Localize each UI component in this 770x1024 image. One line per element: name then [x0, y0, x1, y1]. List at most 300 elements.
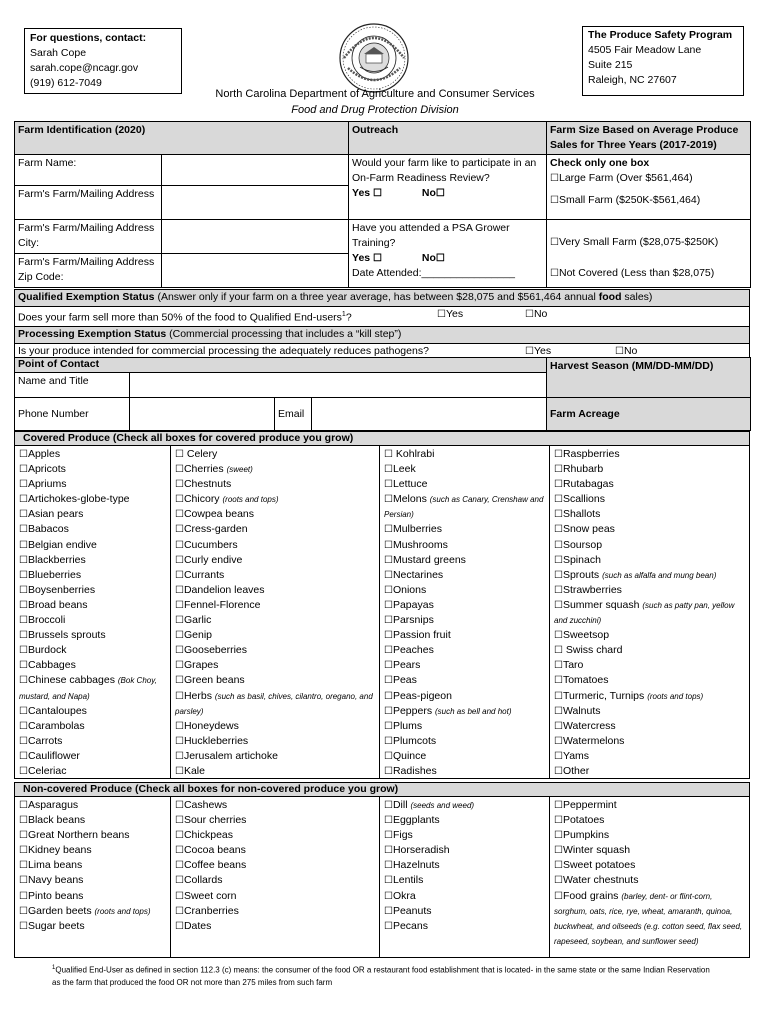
produce-checkbox[interactable]: [175, 493, 184, 505]
produce-checkbox[interactable]: [384, 920, 393, 932]
produce-item[interactable]: [175, 568, 375, 583]
produce-item[interactable]: [384, 843, 545, 858]
produce-checkbox[interactable]: [175, 844, 184, 856]
produce-checkbox[interactable]: [554, 765, 563, 777]
produce-checkbox[interactable]: [19, 859, 28, 871]
training-yes-checkbox[interactable]: [373, 252, 382, 264]
produce-checkbox[interactable]: [175, 448, 184, 460]
produce-checkbox[interactable]: [175, 614, 184, 626]
produce-item[interactable]: [175, 858, 375, 873]
produce-item[interactable]: [384, 858, 545, 873]
email-field[interactable]: [312, 398, 547, 431]
processing-no-label: No: [623, 344, 638, 357]
produce-checkbox[interactable]: [554, 539, 563, 551]
produce-item[interactable]: [175, 643, 375, 658]
produce-item[interactable]: [19, 447, 166, 462]
produce-item[interactable]: [175, 598, 375, 613]
produce-item[interactable]: [175, 628, 375, 643]
produce-item[interactable]: [384, 598, 545, 613]
produce-label: Horseradish: [392, 844, 450, 857]
produce-label: Rhubarb: [562, 463, 604, 476]
produce-checkbox[interactable]: [554, 478, 563, 490]
produce-checkbox[interactable]: [384, 554, 393, 566]
produce-checkbox[interactable]: [384, 829, 393, 841]
produce-label: Peas: [392, 674, 417, 687]
produce-checkbox[interactable]: [175, 750, 184, 762]
produce-item[interactable]: [175, 813, 375, 828]
produce-item[interactable]: [554, 447, 747, 462]
produce-item[interactable]: [384, 889, 545, 904]
produce-item[interactable]: [19, 568, 166, 583]
produce-checkbox[interactable]: [19, 799, 28, 811]
produce-item[interactable]: [19, 477, 166, 492]
produce-item[interactable]: [554, 477, 747, 492]
farm-size-large[interactable]: [550, 171, 747, 186]
produce-checkbox[interactable]: [384, 905, 393, 917]
review-yes-checkbox[interactable]: [373, 187, 382, 199]
contact-email[interactable]: sarah.cope@ncagr.gov: [30, 62, 139, 74]
produce-checkbox[interactable]: [554, 584, 563, 596]
produce-checkbox[interactable]: [19, 890, 28, 902]
produce-checkbox[interactable]: [384, 890, 393, 902]
produce-label: Yams: [562, 749, 590, 762]
produce-item[interactable]: [175, 538, 375, 553]
covered-produce-heading: Covered Produce (Check all boxes for covered produce you grow): [14, 431, 750, 446]
produce-checkbox[interactable]: [19, 644, 28, 656]
processing-no-checkbox[interactable]: [615, 345, 624, 357]
produce-item[interactable]: [175, 658, 375, 673]
produce-item[interactable]: [19, 889, 166, 904]
produce-checkbox[interactable]: [554, 493, 563, 505]
phone-field[interactable]: [130, 398, 275, 431]
produce-item[interactable]: [19, 658, 166, 673]
produce-checkbox[interactable]: [175, 799, 184, 811]
produce-item[interactable]: [384, 904, 545, 919]
produce-checkbox[interactable]: [19, 750, 28, 762]
produce-checkbox[interactable]: [384, 705, 393, 717]
produce-checkbox[interactable]: [19, 905, 28, 917]
qualified-yes-checkbox[interactable]: [437, 308, 446, 320]
produce-checkbox[interactable]: [384, 844, 393, 856]
produce-checkbox[interactable]: [175, 478, 184, 490]
produce-checkbox[interactable]: [384, 448, 393, 460]
produce-item[interactable]: [384, 492, 545, 522]
produce-checkbox[interactable]: [554, 799, 563, 811]
produce-checkbox[interactable]: [175, 920, 184, 932]
produce-checkbox[interactable]: [554, 523, 563, 535]
produce-item[interactable]: [384, 462, 545, 477]
produce-checkbox[interactable]: [175, 735, 184, 747]
point-of-contact-table: [14, 357, 751, 431]
produce-item[interactable]: [554, 462, 747, 477]
footnote-text: Qualified End-User as defined in section 112.3 (c) means: the consumer of the food OR a restaurant food establishment that is located- in the same state or the same Indian Reservation as the farm that produced the food OR not more than 275 miles from such farm: [52, 965, 710, 987]
produce-item[interactable]: [19, 919, 166, 934]
produce-item[interactable]: [384, 447, 545, 462]
produce-checkbox[interactable]: [384, 690, 393, 702]
produce-checkbox[interactable]: [554, 814, 563, 826]
produce-item[interactable]: [19, 507, 166, 522]
produce-checkbox[interactable]: [175, 720, 184, 732]
produce-item[interactable]: [175, 843, 375, 858]
produce-checkbox[interactable]: [175, 814, 184, 826]
produce-checkbox[interactable]: [175, 859, 184, 871]
produce-item[interactable]: [554, 673, 747, 688]
produce-item[interactable]: [554, 719, 747, 734]
produce-item[interactable]: [19, 798, 166, 813]
produce-item[interactable]: [384, 734, 545, 749]
produce-checkbox[interactable]: [175, 508, 184, 520]
produce-checkbox[interactable]: [554, 554, 563, 566]
produce-item[interactable]: [175, 889, 375, 904]
produce-checkbox[interactable]: [19, 659, 28, 671]
produce-item[interactable]: [175, 734, 375, 749]
produce-label: Apples: [27, 448, 61, 460]
produce-checkbox[interactable]: [175, 523, 184, 535]
produce-item[interactable]: [384, 583, 545, 598]
produce-checkbox[interactable]: [19, 629, 28, 641]
phone-label: Phone Number: [15, 398, 130, 431]
produce-checkbox[interactable]: [19, 844, 28, 856]
produce-item[interactable]: [554, 689, 747, 704]
produce-label: Chicory: [183, 493, 223, 506]
produce-item[interactable]: [19, 643, 166, 658]
produce-checkbox[interactable]: [19, 554, 28, 566]
produce-checkbox[interactable]: [19, 569, 28, 581]
produce-label: Dandelion leaves: [183, 583, 265, 596]
processing-yes-checkbox[interactable]: [525, 345, 534, 357]
produce-checkbox[interactable]: [554, 890, 563, 902]
produce-item[interactable]: [554, 798, 747, 813]
produce-checkbox[interactable]: [19, 493, 28, 505]
produce-item[interactable]: [384, 673, 545, 688]
produce-checkbox[interactable]: [19, 539, 28, 551]
produce-item[interactable]: [19, 628, 166, 643]
produce-item[interactable]: [175, 873, 375, 888]
produce-label: Cantaloupes: [27, 704, 87, 717]
farm-city-field[interactable]: [162, 220, 349, 254]
produce-item[interactable]: [175, 613, 375, 628]
produce-checkbox[interactable]: [384, 539, 393, 551]
produce-checkbox[interactable]: [384, 629, 393, 641]
produce-checkbox[interactable]: [384, 569, 393, 581]
produce-checkbox[interactable]: [384, 874, 393, 886]
name-title-field[interactable]: [130, 373, 547, 398]
produce-item[interactable]: [175, 447, 375, 462]
produce-checkbox[interactable]: [554, 644, 563, 656]
produce-item[interactable]: [19, 492, 166, 507]
produce-checkbox[interactable]: [19, 735, 28, 747]
produce-item[interactable]: [384, 689, 545, 704]
training-question: Have you attended a PSA Grower Training?: [352, 222, 510, 249]
produce-checkbox[interactable]: [554, 859, 563, 871]
produce-checkbox[interactable]: [384, 720, 393, 732]
produce-item[interactable]: [175, 749, 375, 764]
review-no-checkbox[interactable]: [436, 187, 445, 199]
produce-item[interactable]: [384, 643, 545, 658]
produce-item[interactable]: [554, 889, 747, 949]
produce-item[interactable]: [384, 553, 545, 568]
produce-item[interactable]: [554, 492, 747, 507]
produce-item[interactable]: [19, 673, 166, 703]
produce-item[interactable]: [554, 553, 747, 568]
produce-label: Apricots: [27, 463, 66, 476]
produce-checkbox[interactable]: [384, 478, 393, 490]
produce-item[interactable]: [554, 538, 747, 553]
produce-item[interactable]: [19, 522, 166, 537]
produce-label: Peanuts: [392, 904, 432, 917]
small-farm-checkbox[interactable]: [550, 194, 559, 206]
produce-checkbox[interactable]: [19, 508, 28, 520]
produce-checkbox[interactable]: [19, 814, 28, 826]
produce-checkbox[interactable]: [19, 523, 28, 535]
produce-item[interactable]: [554, 764, 747, 779]
produce-item[interactable]: [384, 477, 545, 492]
produce-checkbox[interactable]: [554, 659, 563, 671]
produce-checkbox[interactable]: [175, 599, 184, 611]
covered-col-1: [15, 446, 170, 778]
produce-checkbox[interactable]: [554, 844, 563, 856]
produce-item[interactable]: [19, 828, 166, 843]
farm-address-field[interactable]: [162, 186, 349, 220]
produce-checkbox[interactable]: [554, 674, 563, 686]
produce-item[interactable]: [19, 704, 166, 719]
date-attended-field[interactable]: Date Attended:________________: [352, 267, 515, 279]
produce-label: Turmeric, Turnips: [562, 689, 648, 702]
produce-checkbox[interactable]: [19, 448, 28, 460]
produce-item[interactable]: [554, 643, 747, 658]
produce-item[interactable]: [175, 719, 375, 734]
produce-label: Carambolas: [27, 719, 85, 732]
produce-item[interactable]: [175, 673, 375, 688]
produce-label: Chestnuts: [183, 478, 232, 491]
produce-checkbox[interactable]: [554, 705, 563, 717]
produce-item[interactable]: [554, 843, 747, 858]
farm-size-very-small[interactable]: [550, 235, 747, 250]
produce-checkbox[interactable]: [19, 765, 28, 777]
produce-item[interactable]: [175, 462, 375, 477]
produce-checkbox[interactable]: [19, 463, 28, 475]
produce-item[interactable]: [554, 583, 747, 598]
produce-checkbox[interactable]: [19, 829, 28, 841]
large-farm-checkbox[interactable]: [550, 172, 559, 184]
produce-item[interactable]: [175, 492, 375, 507]
produce-checkbox[interactable]: [554, 508, 563, 520]
farm-size-not-covered[interactable]: [550, 266, 747, 281]
produce-checkbox[interactable]: [19, 720, 28, 732]
produce-checkbox[interactable]: [554, 829, 563, 841]
produce-item[interactable]: [19, 719, 166, 734]
produce-label: Nectarines: [392, 568, 444, 581]
produce-checkbox[interactable]: [175, 584, 184, 596]
produce-checkbox[interactable]: [554, 750, 563, 762]
produce-item[interactable]: [175, 904, 375, 919]
produce-item[interactable]: [554, 598, 747, 628]
produce-checkbox[interactable]: [384, 493, 393, 505]
produce-label: Celeriac: [27, 764, 67, 777]
produce-label: Figs: [392, 829, 413, 842]
produce-item[interactable]: [384, 873, 545, 888]
produce-item[interactable]: [19, 843, 166, 858]
produce-checkbox[interactable]: [384, 814, 393, 826]
produce-checkbox[interactable]: [19, 599, 28, 611]
produce-label: Lettuce: [392, 478, 428, 491]
produce-item[interactable]: [175, 798, 375, 813]
produce-checkbox[interactable]: [384, 599, 393, 611]
produce-checkbox[interactable]: [175, 890, 184, 902]
produce-checkbox[interactable]: [384, 463, 393, 475]
produce-checkbox[interactable]: [175, 554, 184, 566]
produce-item[interactable]: [384, 522, 545, 537]
produce-item[interactable]: [175, 583, 375, 598]
produce-item[interactable]: [554, 749, 747, 764]
produce-item[interactable]: [175, 689, 375, 719]
produce-item[interactable]: [19, 734, 166, 749]
produce-item[interactable]: [384, 919, 545, 934]
produce-checkbox[interactable]: [175, 674, 184, 686]
produce-item[interactable]: [554, 873, 747, 888]
produce-item[interactable]: [384, 828, 545, 843]
produce-label: Watermelons: [562, 734, 625, 747]
produce-item[interactable]: [175, 828, 375, 843]
produce-item[interactable]: [19, 873, 166, 888]
produce-checkbox[interactable]: [175, 874, 184, 886]
produce-checkbox[interactable]: [19, 584, 28, 596]
produce-checkbox[interactable]: [384, 765, 393, 777]
covered-produce-grid: [14, 446, 750, 779]
produce-checkbox[interactable]: [384, 644, 393, 656]
produce-item[interactable]: [19, 598, 166, 613]
produce-item[interactable]: [19, 904, 166, 919]
produce-checkbox[interactable]: [175, 659, 184, 671]
qualified-question: Does your farm sell more than 50% of the food to Qualified End-users: [18, 311, 342, 324]
produce-checkbox[interactable]: [175, 463, 184, 475]
produce-item[interactable]: [384, 764, 545, 779]
produce-item[interactable]: [384, 813, 545, 828]
produce-checkbox[interactable]: [384, 659, 393, 671]
footnote: [52, 962, 712, 989]
produce-item[interactable]: [554, 734, 747, 749]
produce-checkbox[interactable]: [554, 720, 563, 732]
produce-item[interactable]: [175, 553, 375, 568]
produce-item[interactable]: [554, 628, 747, 643]
produce-checkbox[interactable]: [384, 735, 393, 747]
produce-item[interactable]: [19, 858, 166, 873]
produce-item[interactable]: [175, 522, 375, 537]
training-no-checkbox[interactable]: [436, 252, 445, 264]
produce-label: Brussels sprouts: [27, 629, 106, 642]
produce-checkbox[interactable]: [384, 859, 393, 871]
produce-item[interactable]: [384, 613, 545, 628]
produce-item[interactable]: [384, 749, 545, 764]
produce-checkbox[interactable]: [175, 644, 184, 656]
produce-checkbox[interactable]: [175, 829, 184, 841]
produce-item[interactable]: [19, 462, 166, 477]
produce-item[interactable]: [384, 798, 545, 813]
farm-name-field[interactable]: [162, 155, 349, 186]
produce-checkbox[interactable]: [19, 705, 28, 717]
produce-item[interactable]: [554, 828, 747, 843]
produce-item[interactable]: [554, 658, 747, 673]
produce-checkbox[interactable]: [175, 690, 184, 702]
produce-checkbox[interactable]: [19, 674, 28, 686]
produce-item[interactable]: [175, 507, 375, 522]
produce-checkbox[interactable]: [554, 690, 563, 702]
produce-item[interactable]: [554, 522, 747, 537]
produce-item[interactable]: [554, 704, 747, 719]
produce-item[interactable]: [384, 628, 545, 643]
produce-checkbox[interactable]: [175, 539, 184, 551]
produce-checkbox[interactable]: [554, 569, 563, 581]
produce-item[interactable]: [19, 583, 166, 598]
produce-checkbox[interactable]: [19, 920, 28, 932]
produce-item[interactable]: [175, 919, 375, 934]
produce-item[interactable]: [175, 477, 375, 492]
produce-item[interactable]: [554, 858, 747, 873]
produce-checkbox[interactable]: [175, 905, 184, 917]
produce-item[interactable]: [175, 764, 375, 779]
produce-label: Genip: [183, 629, 212, 642]
produce-item[interactable]: [384, 719, 545, 734]
produce-item[interactable]: [19, 553, 166, 568]
produce-note: (Bok Choy, mustard, and Napa): [19, 676, 157, 701]
produce-checkbox[interactable]: [175, 629, 184, 641]
produce-checkbox[interactable]: [19, 874, 28, 886]
produce-item[interactable]: [554, 568, 747, 583]
division-name: Food and Drug Protection Division: [291, 104, 459, 116]
produce-checkbox[interactable]: [175, 765, 184, 777]
produce-checkbox[interactable]: [384, 750, 393, 762]
produce-item[interactable]: [19, 613, 166, 628]
produce-label: Peppermint: [562, 799, 617, 811]
produce-label: Soursop: [562, 538, 603, 551]
produce-label: Broad beans: [27, 598, 88, 611]
produce-checkbox[interactable]: [554, 599, 563, 611]
produce-checkbox[interactable]: [554, 448, 563, 460]
produce-checkbox[interactable]: [384, 799, 393, 811]
farm-zip-field[interactable]: [162, 254, 349, 288]
produce-item[interactable]: [384, 658, 545, 673]
produce-checkbox[interactable]: [554, 735, 563, 747]
produce-item[interactable]: [384, 568, 545, 583]
produce-checkbox[interactable]: [554, 874, 563, 886]
produce-item[interactable]: [384, 538, 545, 553]
produce-item[interactable]: [19, 749, 166, 764]
produce-checkbox[interactable]: [554, 629, 563, 641]
produce-checkbox[interactable]: [384, 584, 393, 596]
very-small-farm-checkbox[interactable]: [550, 236, 559, 248]
produce-checkbox[interactable]: [554, 463, 563, 475]
produce-checkbox[interactable]: [384, 523, 393, 535]
produce-item[interactable]: [554, 813, 747, 828]
farm-size-small[interactable]: [550, 193, 747, 208]
produce-checkbox[interactable]: [384, 614, 393, 626]
produce-item[interactable]: [19, 538, 166, 553]
not-covered-checkbox[interactable]: [550, 267, 559, 279]
produce-checkbox[interactable]: [19, 478, 28, 490]
qualified-no-checkbox[interactable]: [525, 308, 534, 320]
produce-item[interactable]: [384, 704, 545, 719]
processing-heading-row: [15, 326, 750, 343]
produce-checkbox[interactable]: [175, 569, 184, 581]
produce-label: Peaches: [392, 644, 434, 657]
covered-col-2: [170, 446, 379, 778]
farm-address-label: Farm's Farm/Mailing Address: [15, 186, 162, 220]
produce-checkbox[interactable]: [384, 674, 393, 686]
produce-item[interactable]: [19, 764, 166, 779]
produce-checkbox[interactable]: [19, 614, 28, 626]
produce-item[interactable]: [19, 813, 166, 828]
produce-item[interactable]: [554, 507, 747, 522]
